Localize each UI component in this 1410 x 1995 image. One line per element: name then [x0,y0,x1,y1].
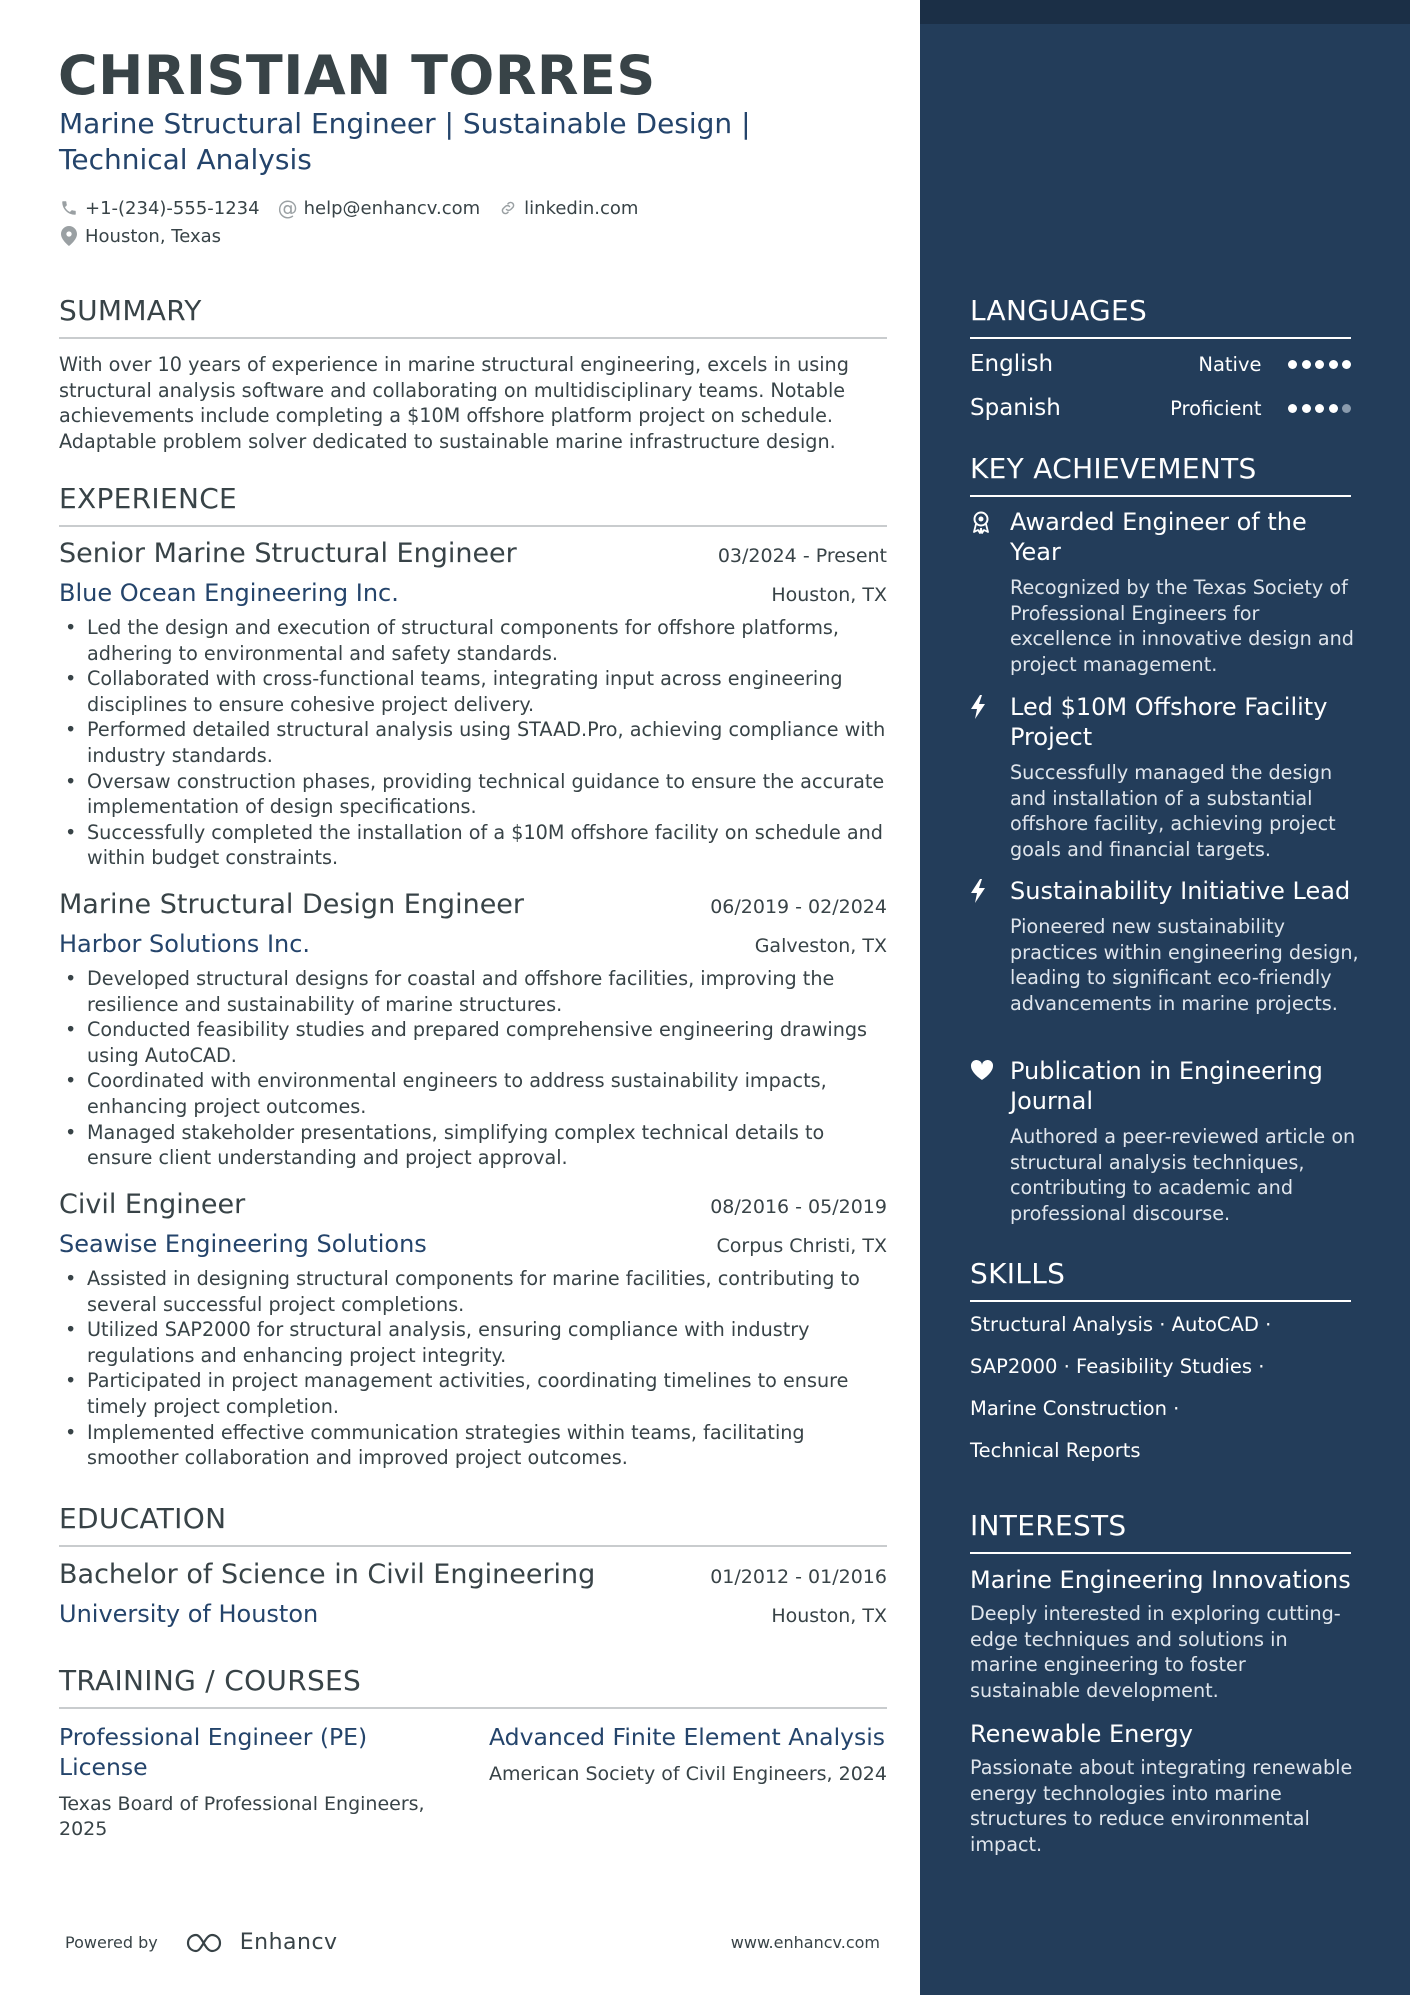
summary-text: With over 10 years of experience in marine structural engineering, excels in using structural analysis software and collaborating on multidisciplinary teams. Notable achievements include completing a $10M offshore platform project on schedule. Adaptable problem solver dedicated to sustainable marine infrastructure design. [59,353,849,453]
languages-heading: LANGUAGES [970,294,1351,339]
job-title: Marine Structural Design Engineer [59,889,525,920]
achievement-desc: Recognized by the Texas Society of Professional Engineers for excellence in innovative design and project management. [1010,576,1354,676]
location-text: Houston, Texas [85,225,222,247]
achievement-title: Publication in Engineering Journal [1010,1057,1323,1115]
interests-heading: INTERESTS [970,1509,1351,1554]
job-company: Harbor Solutions Inc. [59,930,311,958]
achievement-desc: Pioneered new sustainability practices within engineering design, leading to significant eco-friendly advancements in marine projects. [1010,915,1359,1015]
skill-line: Technical Reports [970,1439,1141,1462]
footer [65,1930,880,1955]
enhancv-logo-icon [184,1931,230,1955]
contact-phone [59,198,260,219]
job-location: Houston, TX [771,584,887,606]
sidebar [920,0,1410,1995]
rating-dot-empty [1342,404,1351,413]
achievement-item [970,876,1360,1016]
enhancv-brand-text: Enhancv [239,1930,338,1955]
achievement-title: Sustainability Initiative Lead [1010,877,1351,905]
interest-title: Renewable Energy [970,1720,1193,1748]
course-provider: Texas Board of Professional Engineers, 2025 [59,1793,425,1840]
education-entry [59,1559,887,1628]
summary-heading: SUMMARY [59,294,887,339]
course-title: Professional Engineer (PE) License [59,1723,368,1781]
language-level: Proficient [1170,396,1262,420]
enhancv-logo[interactable] [184,1930,338,1955]
experience-heading: EXPERIENCE [59,482,887,527]
interest-item [970,1565,1360,1703]
rating-dot-filled [1315,404,1324,413]
school-name: University of Houston [59,1600,319,1628]
job-bullets [59,615,887,871]
location-pin-icon [59,226,79,246]
language-level: Native [1198,352,1262,376]
job-bullet: • Performed detailed structural analysis using STAAD.Pro, achieving compliance with industry standards. [59,717,887,768]
achievement-item [970,692,1360,862]
website-link[interactable]: www.enhancv.com [730,1933,880,1952]
interest-desc: Deeply interested in exploring cutting-edge techniques and solutions in marine engineering to foster sustainable development. [970,1602,1341,1702]
achievement-item [970,1056,1360,1226]
job-title: Senior Marine Structural Engineer [59,538,517,569]
candidate-title: Marine Structural Engineer | Sustainable Design | Technical Analysis [59,107,751,176]
job-bullet: • Managed stakeholder presentations, simplifying complex technical details to ensure client understanding and project approval. [59,1120,887,1171]
job-company: Seawise Engineering Solutions [59,1230,427,1258]
lightning-icon [970,876,996,906]
achievement-title: Awarded Engineer of the Year [1010,508,1307,566]
language-rating [1284,360,1352,369]
interest-item [970,1719,1360,1857]
rating-dot-filled [1302,404,1311,413]
job-bullet: • Assisted in designing structural components for marine facilities, contributing to several successful project completions. [59,1266,887,1317]
powered-by-label: Powered by [65,1933,158,1952]
skill-line: SAP2000 · Feasibility Studies · [970,1355,1265,1378]
job-bullet: • Participated in project management activities, coordinating timelines to ensure timely project completion. [59,1368,887,1419]
contact-linkedin[interactable] [498,198,638,219]
education-dates: 01/2012 - 01/2016 [710,1566,887,1588]
phone-text: +1-(234)-555-1234 [85,197,260,219]
job-bullet: • Utilized SAP2000 for structural analysis, ensuring compliance with industry regulations and enhancing project integrity. [59,1317,887,1368]
phone-icon [59,198,79,218]
skill-line: Structural Analysis · AutoCAD · [970,1313,1272,1336]
rating-dot-filled [1288,360,1297,369]
job-location: Corpus Christi, TX [716,1235,887,1257]
course-title: Advanced Finite Element Analysis [489,1723,886,1751]
rating-dot-filled [1302,360,1311,369]
job-bullet: • Led the design and execution of structural components for offshore platforms, adhering to environmental and safety standards. [59,615,887,666]
degree-title: Bachelor of Science in Civil Engineering [59,1559,596,1590]
skills-heading: SKILLS [970,1257,1351,1302]
rating-dot-filled [1329,360,1338,369]
course-entry [59,1722,459,1842]
achievements-heading: KEY ACHIEVEMENTS [970,452,1351,497]
job-location: Galveston, TX [754,935,887,957]
sidebar-top-bar [920,0,1410,24]
job-bullets [59,966,887,1171]
interest-title: Marine Engineering Innovations [970,1566,1351,1594]
candidate-name: CHRISTIAN TORRES [58,44,656,107]
job-entry [59,889,887,1171]
job-bullet: • Developed structural designs for coastal and offshore facilities, improving the resilience and sustainability of marine structures. [59,966,887,1017]
language-name: English [970,351,1054,377]
education-heading: EDUCATION [59,1502,887,1547]
rating-dot-filled [1288,404,1297,413]
job-title: Civil Engineer [59,1189,246,1220]
award-icon [970,507,996,537]
job-dates: 06/2019 - 02/2024 [710,896,887,918]
job-bullet: • Coordinated with environmental engineers to address sustainability impacts, enhancing project outcomes. [59,1068,887,1119]
achievement-desc: Successfully managed the design and installation of a substantial offshore facility, achieving project goals and financial targets. [1010,761,1336,861]
language-row [970,392,1351,424]
heart-icon [970,1056,996,1086]
job-bullet: • Conducted feasibility studies and prepared comprehensive engineering drawings using AutoCAD. [59,1017,887,1068]
job-dates: 03/2024 - Present [717,545,887,567]
job-entry [59,1189,887,1471]
achievement-item [970,507,1360,677]
contact-info [59,194,656,250]
rating-dot-filled [1342,360,1351,369]
course-provider: American Society of Civil Engineers, 2024 [489,1763,887,1785]
job-bullet: • Collaborated with cross-functional teams, integrating input across engineering disciplines to ensure cohesive project delivery. [59,666,887,717]
rating-dot-filled [1315,360,1324,369]
linkedin-text: linkedin.com [524,197,639,219]
job-entry [59,538,887,871]
skill-line: Marine Construction · [970,1397,1180,1420]
language-name: Spanish [970,395,1061,421]
job-company: Blue Ocean Engineering Inc. [59,579,399,607]
job-bullet: • Successfully completed the installation of a $10M offshore facility on schedule and within budget constraints. [59,820,887,871]
achievement-desc: Authored a peer-reviewed article on structural analysis techniques, contributing to academic and professional discourse. [1010,1125,1356,1225]
school-location: Houston, TX [771,1605,887,1627]
course-entry [489,1722,889,1787]
contact-email[interactable] [278,198,481,219]
language-rating [1284,404,1352,413]
language-row [970,348,1351,380]
at-icon: @ [277,196,298,220]
link-icon [498,198,518,218]
lightning-icon [970,692,996,722]
job-dates: 08/2016 - 05/2019 [710,1196,887,1218]
job-bullet: • Implemented effective communication strategies within teams, facilitating smoother collaboration and improved project outcomes. [59,1420,887,1471]
achievement-title: Led $10M Offshore Facility Project [1010,693,1328,751]
training-heading: TRAINING / COURSES [59,1664,887,1709]
email-text: help@enhancv.com [303,197,481,219]
rating-dot-filled [1329,404,1338,413]
job-bullet: • Oversaw construction phases, providing technical guidance to ensure the accurate implementation of design specifications. [59,769,887,820]
job-bullets [59,1266,887,1471]
contact-location [59,226,221,247]
interest-desc: Passionate about integrating renewable energy technologies into marine structures to reduce environmental impact. [970,1756,1353,1856]
